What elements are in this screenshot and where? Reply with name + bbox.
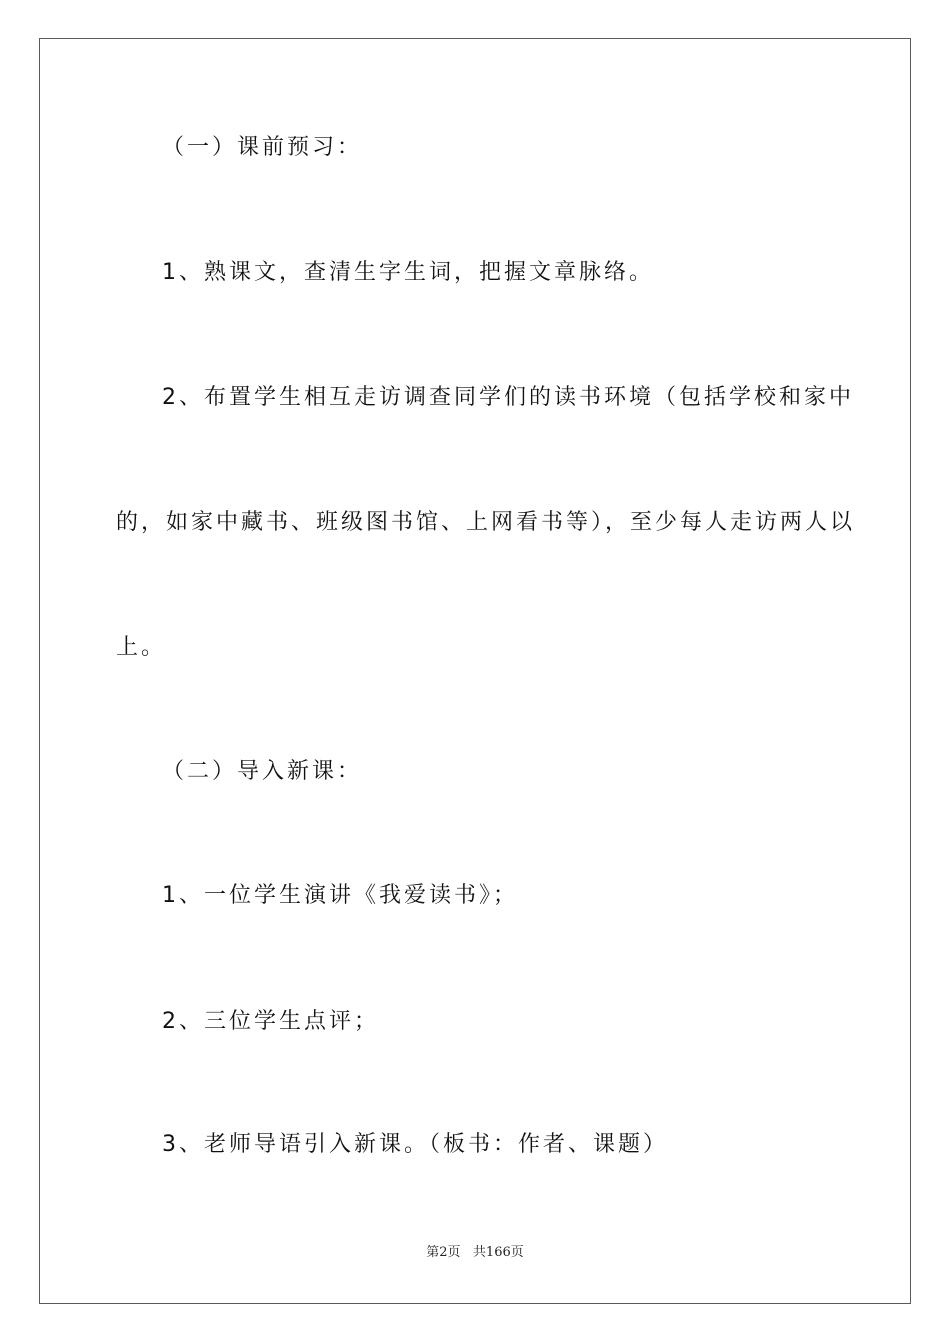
paragraph-continuation: 上。 [116,635,167,660]
page-footer [0,1244,950,1262]
section-heading-intro: （二）导入新课： [162,759,363,784]
section-heading-preview: （一）课前预习： [162,135,363,160]
page-frame [39,38,911,1304]
list-item: 1、一位学生演讲《我爱读书》； [162,883,518,908]
list-item: 1、熟课文，查清生字生词，把握文章脉络。 [162,260,654,285]
list-item: 2、三位学生点评； [162,1009,379,1034]
page-total: 共166页 [472,1245,524,1260]
list-item: 2、布置学生相互走访调查同学们的读书环境（包括学校和家中 [162,385,854,410]
page-number: 第2页 [426,1245,461,1260]
paragraph-continuation: 的，如家中藏书、班级图书馆、上网看书等），至少每人走访两人以 [116,510,856,535]
list-item: 3、老师导语引入新课。（板书：作者、课题） [162,1132,668,1157]
